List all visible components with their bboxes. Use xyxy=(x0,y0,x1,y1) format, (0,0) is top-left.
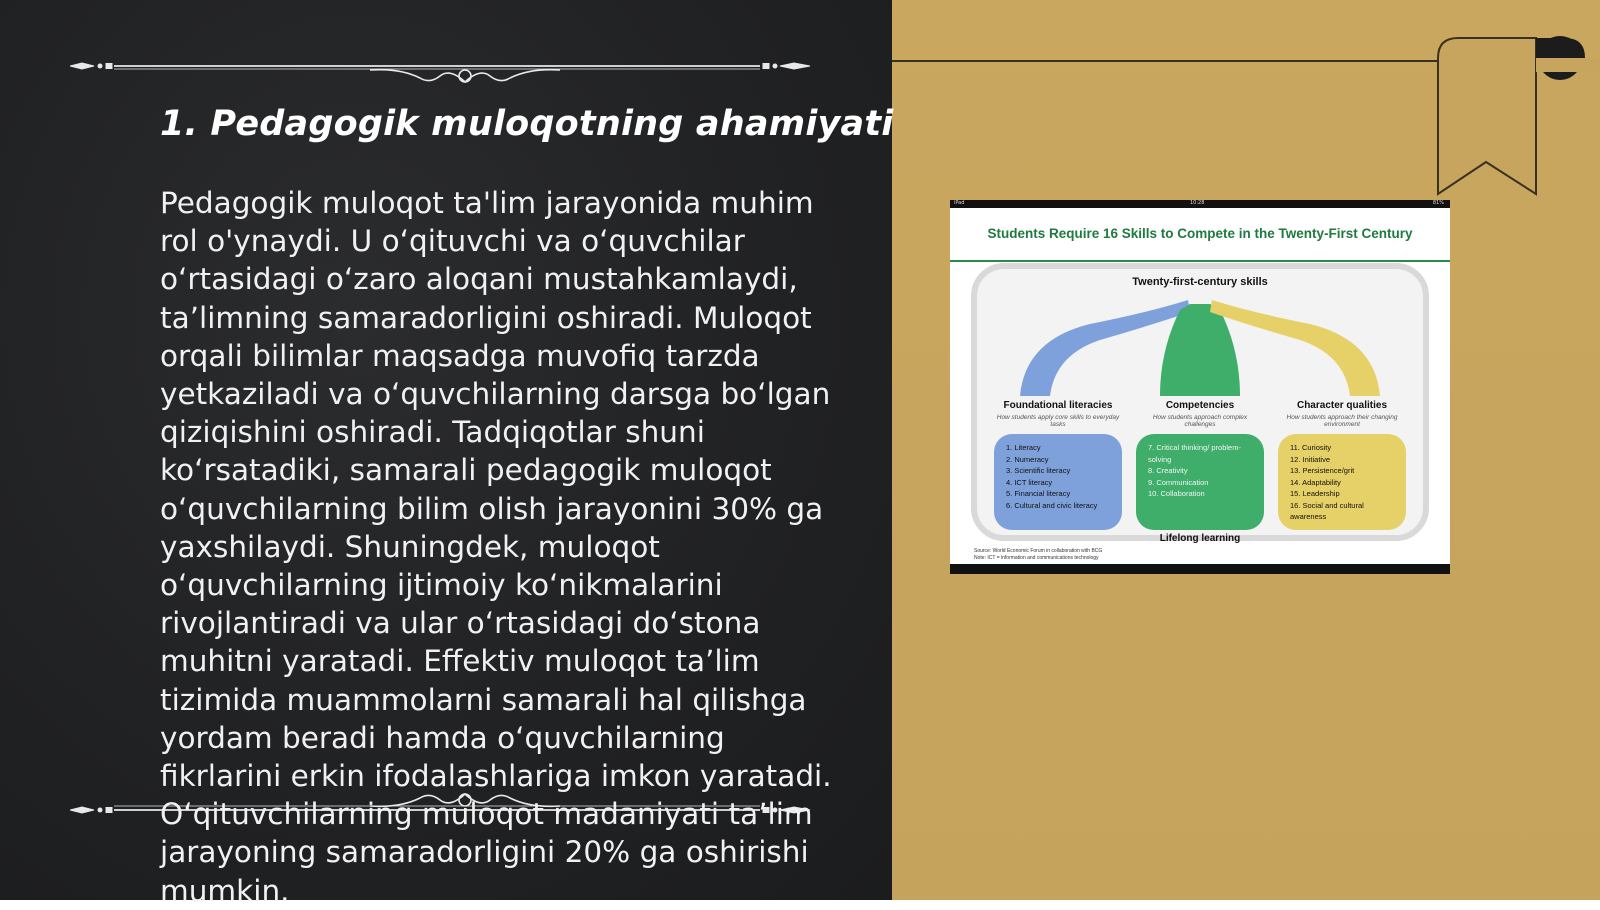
group-title-character: Character qualities xyxy=(1296,400,1388,411)
slide-body-text: Pedagogik muloqot ta'lim jarayonida muhim rol o'ynaydi. U o‘qituvchi va o‘quvchilar o‘rtasidagi o‘zaro aloqani mustahkamlaydi, ta’limning samaradorligini oshiradi. Muloqot orqali bilimlar maqsadga muvofiq tarzda yetkaziladi va o‘quvchilarning darsga bo‘lgan qiziqishini oshiradi. Tadqiqotlar shuni ko‘rsatadiki, samarali pedagogik muloqot o‘quvchilarning bilim olish jarayonini 30% ga yaxshilaydi. Shuningdek, muloqot o‘quvchilarning ijtimoiy ko‘nikmalarini rivojlantiradi va ular o‘rtasidagi do‘stona muhitni yaratadi. Effektiv muloqot ta’lim tizimida muammolarni samarali hal qilishga yordam beradi hamda o‘quvchilarning fikrlarini erkin ifodalashlariga imkon yaratadi. O‘qituvchilarning muloqot madaniyati ta’lim jarayoning samaradorligini 20% ga oshirishi mumkin. xyxy=(160,186,832,908)
skill-item: 14. Adaptability xyxy=(1290,477,1341,487)
skill-item: 15. Leadership xyxy=(1290,489,1340,498)
group-subtitle-foundational: How students apply core skills to everyday tasks xyxy=(996,414,1120,428)
skill-item: 10. Collaboration xyxy=(1148,489,1205,498)
slide-title: 1. Pedagogik muloqotning ahamiyati xyxy=(160,104,894,144)
group-subtitle-character: How students approach their changing environment xyxy=(1286,414,1398,428)
status-battery: 81% xyxy=(1432,200,1444,206)
diagram-center-label: Twenty-first-century skills xyxy=(1132,276,1268,288)
group-title-competencies: Competencies xyxy=(1165,400,1235,411)
skill-item: 13. Persistence/grit xyxy=(1290,466,1355,475)
group-items-character xyxy=(1290,442,1400,523)
skill-item: 2. Numeracy xyxy=(1006,454,1049,464)
group-items-foundational xyxy=(1006,442,1116,511)
skill-item: 5. Financial literacy xyxy=(1006,489,1071,498)
skill-item: 12. Initiative xyxy=(1290,454,1331,464)
image-title: Students Require 16 Skills to Compete in the Twenty-First Century xyxy=(987,226,1413,241)
accent-rule xyxy=(892,60,1438,62)
image-bottom-bar xyxy=(950,564,1450,574)
skill-item: 6. Cultural and civic literacy xyxy=(1006,500,1098,510)
diagram-bottom-label: Lifelong learning xyxy=(1159,533,1241,544)
skill-item: 16. Social and cultural awareness xyxy=(1290,500,1364,521)
status-time: 10:28 xyxy=(1190,200,1205,206)
image-footnote: Note: ICT = information and communications technology xyxy=(974,555,1099,561)
group-items-competencies xyxy=(1148,442,1258,500)
skill-item: 7. Critical thinking/ problem-solving xyxy=(1148,443,1241,464)
top-ornament-divider xyxy=(70,46,825,86)
skill-item: 3. Scientific literacy xyxy=(1006,466,1071,475)
skill-item: 8. Creativity xyxy=(1148,466,1188,475)
image-source-note: Source: World Economic Forum in collaboration with BCG xyxy=(974,548,1103,554)
group-title-foundational: Foundational literacies xyxy=(1003,400,1113,411)
skill-item: 11. Curiosity xyxy=(1290,443,1332,452)
skills-diagram-image xyxy=(950,200,1450,574)
skill-item: 1. Literacy xyxy=(1006,443,1041,452)
group-subtitle-competencies: How students approach complex challenges xyxy=(1152,414,1248,428)
skill-item: 9. Communication xyxy=(1148,477,1209,487)
skill-item: 4. ICT literacy xyxy=(1006,477,1053,487)
status-left: iPad xyxy=(954,200,965,206)
